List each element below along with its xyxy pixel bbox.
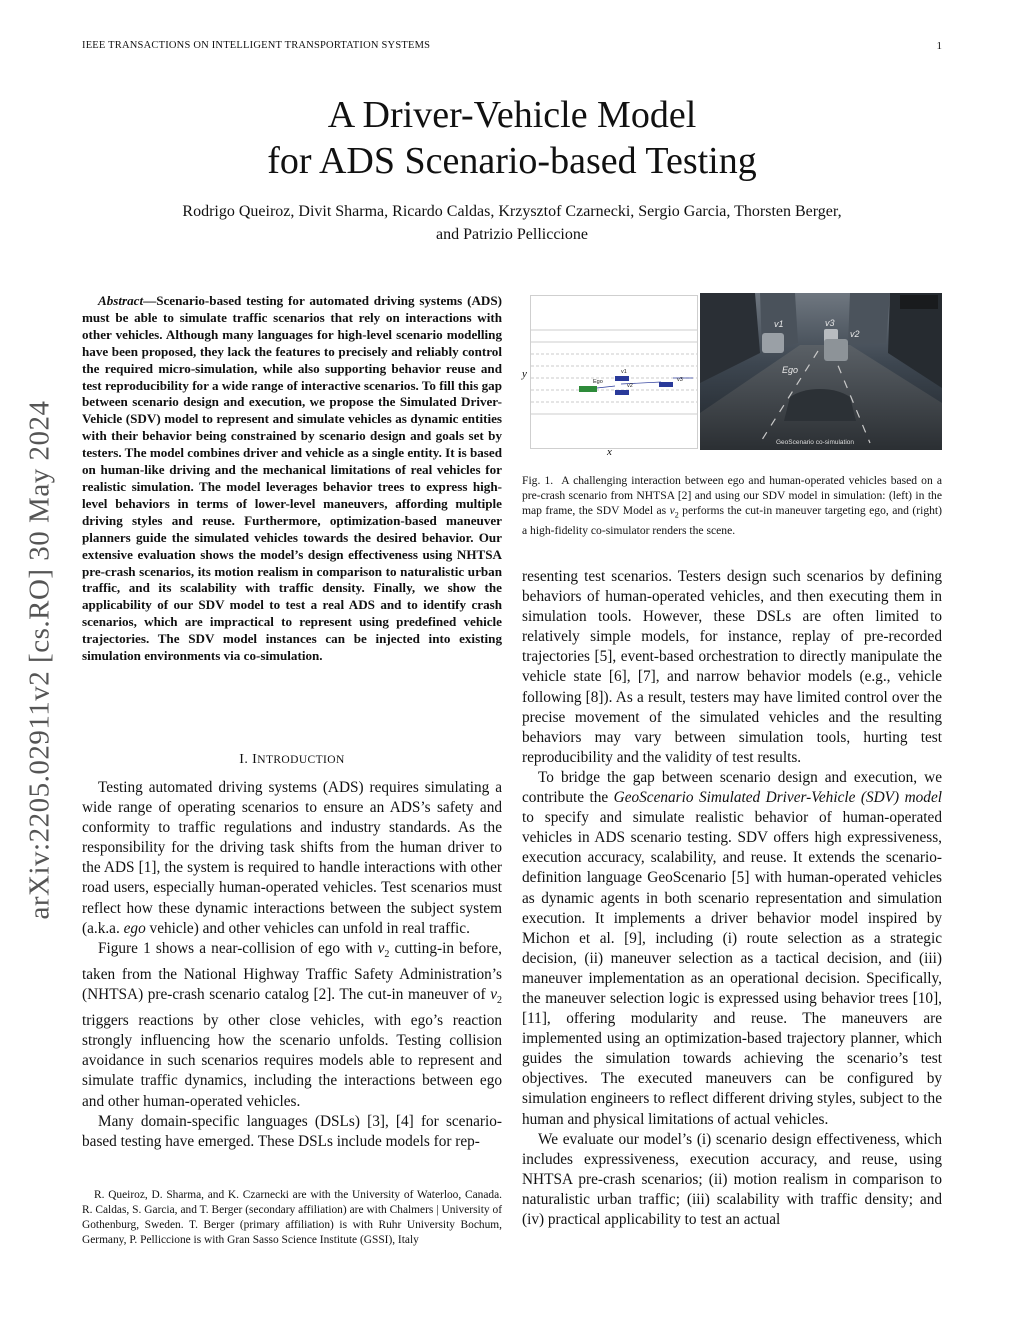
vehicle-v2-marker [615,390,629,395]
sim-label-v1: v1 [774,319,784,329]
abstract-text: —Scenario-based testing for automated driving systems (ADS) must be able to simulate traffic scenarios that rely on interactions with other vehicles. Although many languages for high-level scenario modelling have been proposed, they lack the features to precisely and reliably control the required micro-simulation, while also supporting behavior reuse and test reproducibility for a wide range of interactive scenarios. To fill this gap between scenario design and execution, we propose the Simulated Driver-Vehicle (SDV) model to represent and simulate vehicles as dynamic entities with their behavior being constrained by scenario design and goals set by testers. The model combines driver and vehicle as a single entity. It is based on human-like driving and the mechanical limitations of real vehicles for realistic simulation. The model leverages behavior trees to express high-level behaviors in terms of lower-level maneuvers, affording multiple driving styles and reuse. Furthermore, optimization-based maneuver planners guide the simulated vehicles towards the desired behavior. Our extensive evaluation shows the model’s design effectiveness using NHTSA pre-crash scenarios, its motion realism in comparison to naturalistic urban traffic, and its scalability with traffic density. Finally, we show the applicability of our SDV model to test a real ADS and to identify crash scenarios, which are impractical to represent using predefined vehicle trajectories. The SDV model instances can be injected into existing simulation environments via co-simulation. [82,293,502,664]
authors-line-1: Rodrigo Queiroz, Divit Sharma, Ricardo Caldas, Krzysztof Czarnecki, Sergio Garcia, Thorsten Berger, [182,203,842,220]
vehicle-v1-marker [615,376,629,381]
page-number: 1 [936,40,942,52]
right-column-body [522,567,942,1230]
map-axis-x: x [607,446,612,458]
intro-paragraph-5: We evaluate our model’s (i) scenario design effectiveness, which includes expressiveness, execution accuracy, and reuse, using NHTSA pre-crash scenarios; (ii) motion realism in comparison to naturalistic urban traffic; (iii) scalability with traffic density; and (iv) practical applicability to test an actual [522,1130,942,1228]
map-axis-y: y [522,368,527,380]
figure-map-frame [530,295,698,449]
map-frame-svg [531,296,697,448]
arxiv-stamp [10,340,70,980]
vehicle-v2 [824,339,848,361]
author-list [82,200,942,246]
ego-vehicle-marker [579,386,597,392]
vehicle-v3-marker [659,382,673,387]
cosim-svg [700,293,942,450]
abstract-label: Abstract [98,293,144,308]
hud-panel [900,295,938,309]
left-column-body [82,778,502,1152]
trajectory-line [597,386,615,388]
paper-title [82,92,942,184]
map-label-v2: v2 [627,383,633,389]
intro-paragraph-1: Testing automated driving systems (ADS) requires simulating a wide range of operating scenarios to ensure an ADS’s safety and conformity to traffic regulations and industry standards. As the responsibility for the driving task shifts from the human driver to the ADS [1], the system is required to handle interactions with other road users, especially human-operated vehicles. Test scenarios must reflect how these dynamic interactions between the subject system (a.k.a. ego vehicle) and other vehicles can unfold in real traffic. [82,779,502,937]
map-label-v3: v3 [677,377,683,383]
arxiv-id: arXiv:2205.02911v2 [cs.RO] 30 May 2024 [23,400,56,920]
sim-footer: GeoScenario co-simulation [775,439,855,446]
intro-paragraph-4: To bridge the gap between scenario design and execution, we contribute the GeoScenario Simulated Driver-Vehicle (SDV) model to specify and simulate realistic behavior of human-operated vehicles in ADS scenario testing. SDV offers high expressiveness, execution accuracy, scalability, and reuse. It extends the scenario-definition language GeoScenario [5] with human-operated vehicles as dynamic agents in both scenario representation and simulation execution. It implements a driver behavior model inspired by Michon et al. [9], including (i) route selection as a strategic decision, (ii) maneuver selection as a tactical decision, and (iii) maneuver implementation as an operational decision. Specifically, the maneuver selection logic is expressed using behavior trees [10], [11], offering modularity and reuse. The maneuvers are implemented using an optimization-based trajectory planner, which guides the simulation towards achieving the scenario’s test objectives. The executed maneuvers can be configured by simulation engineers to reflect different driving styles, subject to the human and physical limitations of actual vehicles. [522,768,942,1128]
section-title-initial: I [252,752,258,767]
map-label-ego: Ego [593,379,603,385]
title-line-2: for ADS Scenario-based Testing [267,140,757,182]
sim-label-v2: v2 [850,329,860,339]
intro-paragraph-3-continued: resenting test scenarios. Testers design such scenarios by defining behaviors of human-operated vehicles, and then executing them in simulation tools. However, these DSLs are often limited to relatively simple models, for instance, replay of pre-recorded trajectories [5], event-based orchestration to directly manipulate the vehicle state [6], [7], and narrow behavior models (e.g., vehicle following [8]). As a result, testers may have limited control over the precise movement of the simulated vehicles and the resulting behaviors may vary between simulation tools, hurting test reproducibility and the validity of test results. [522,568,942,766]
section-number: I. [239,752,249,767]
running-header: IEEE TRANSACTIONS ON INTELLIGENT TRANSPORTATION SYSTEMS [82,40,431,51]
sim-label-ego: Ego [782,365,799,375]
title-line-1: A Driver-Vehicle Model [327,94,697,136]
authors-line-2: and Patrizio Pelliccione [436,226,588,243]
figure-caption: Fig. 1. A challenging interaction between ego and human-operated vehicles based on a pre-crash scenario from NHTSA [2] and using our SDV model in simulation: (left) in the map frame, the SDV Model as $v_2$ performs the cut-in maneuver targeting ego, and (right) a high-fidelity co-simulator renders the scene. [522,474,942,537]
vehicle-v1 [762,333,784,353]
map-label-v1: v1 [621,369,627,375]
abstract [82,293,502,665]
caption-label: Fig. 1. [522,474,554,487]
section-title-rest: NTRODUCTION [257,754,345,766]
sim-label-v3: v3 [825,318,835,328]
affiliation-footnote: R. Queiroz, D. Sharma, and K. Czarnecki are with the University of Waterloo, Canada. R. Caldas, S. Garcia, and T. Berger (secondary affiliation) are with Chalmers | University of Gothenburg, Sweden. T. Berger (primary affiliation) is with Ruhr University Bochum, Germany, P. Pelliccione is with Gran Sasso Science Institute (GSSI), Italy [82,1189,502,1246]
intro-paragraph-3: Many domain-specific languages (DSLs) [3], [4] for scenario-based testing have emerged. These DSLs include models for rep- [82,1112,502,1150]
figure-cosimulation-render [700,293,942,450]
section-heading-introduction [82,752,502,768]
intro-paragraph-2: Figure 1 shows a near-collision of ego with $v_2$ cutting-in before, taken from the National Highway Traffic Safety Administration’s (NHTSA) pre-crash scenario catalog [2]. The cut-in maneuver of $v_2$ triggers reactions by other close vehicles, with ego’s reaction strongly influencing how the scenario unfolds. Testing collision avoidance in such scenarios requires models able to represent and simulate traffic dynamics, including the interactions between ego and other human-operated vehicles. [82,939,503,1110]
